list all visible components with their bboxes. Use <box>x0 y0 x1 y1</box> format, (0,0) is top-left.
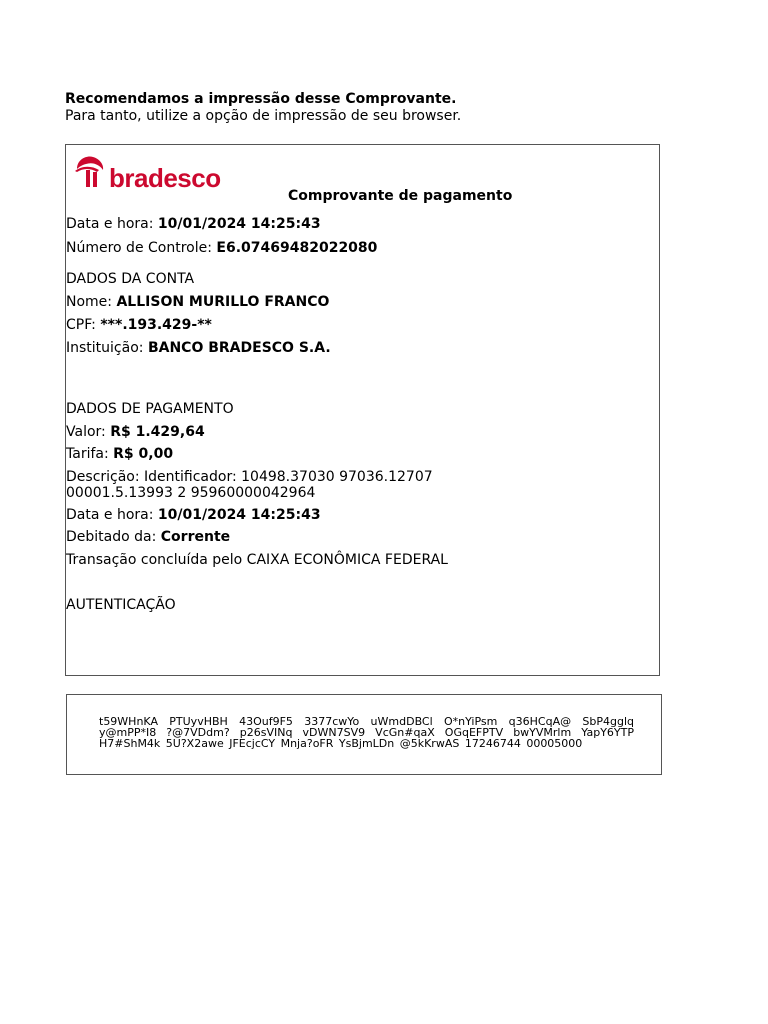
name-value: ALLISON MURILLO FRANCO <box>116 294 330 310</box>
control-number-value: E6.07469482022080 <box>216 240 378 256</box>
debited-label: Debitado da: <box>66 529 157 545</box>
institution-row <box>66 340 331 357</box>
payment-section-heading: DADOS DE PAGAMENTO <box>66 401 234 417</box>
authentication-heading: AUTENTICAÇÃO <box>66 597 176 613</box>
account-section-heading: DADOS DA CONTA <box>66 271 195 287</box>
datetime2-value: 10/01/2024 14:25:43 <box>157 507 321 523</box>
name-label: Nome: <box>66 294 113 310</box>
name-row <box>66 294 329 311</box>
authentication-code: t59WHnKA PTUyvHBH 43Ouf9F5 3377cwYo uWmdDBCl O*nYiPsm q36HCqA@ SbP4gglq y@mPP*I8 ?@7VDdm? p26sVINq vDWN7SV9 VcGn#qaX OGqEFPTV bwYVMrlm YapY6YTP H7#ShM4k 5U?X2awe JFEcjcCY Mnja?oFR YsBjmLDn @5kKrwAS 17246744 00005000 <box>99 715 634 750</box>
debited-value: Corrente <box>160 529 231 545</box>
notice-line-1: Recomendamos a impressão desse Comprovante. <box>65 91 457 107</box>
datetime2-label: Data e hora: <box>66 507 154 523</box>
fee-label: Tarifa: <box>66 446 109 462</box>
value-label: Valor: <box>66 424 106 440</box>
fee-amount: R$ 0,00 <box>113 446 174 462</box>
print-notice <box>65 91 461 125</box>
cpf-value: ***.193.429-** <box>100 317 212 333</box>
datetime-value: 10/01/2024 14:25:43 <box>157 216 321 232</box>
bradesco-logo <box>73 153 223 193</box>
notice-line-2: Para tanto, utilize a opção de impressão de seu browser. <box>65 108 462 124</box>
control-number-row <box>66 240 377 257</box>
bradesco-tree-icon <box>73 153 107 189</box>
value-amount: R$ 1.429,64 <box>110 424 205 440</box>
transaction-text: Transação concluída pelo CAIXA ECONÔMICA FEDERAL <box>66 552 448 568</box>
institution-value: BANCO BRADESCO S.A. <box>147 340 331 356</box>
value-row <box>66 424 205 441</box>
control-number-label: Número de Controle: <box>66 240 212 256</box>
cpf-row <box>66 317 212 334</box>
institution-label: Instituição: <box>66 340 144 356</box>
datetime-row <box>66 216 321 233</box>
description-text: Descrição: Identificador: 10498.37030 97036.12707 00001.5.13993 2 95960000042964 <box>66 469 433 501</box>
cpf-label: CPF: <box>66 317 96 333</box>
debited-row <box>66 529 230 546</box>
datetime-label: Data e hora: <box>66 216 154 232</box>
fee-row <box>66 446 173 463</box>
receipt-title: Comprovante de pagamento <box>288 188 513 204</box>
payment-receipt <box>65 144 660 676</box>
logo-text: bradesco <box>109 163 221 193</box>
authentication-box <box>66 694 662 775</box>
datetime2-row <box>66 507 321 524</box>
